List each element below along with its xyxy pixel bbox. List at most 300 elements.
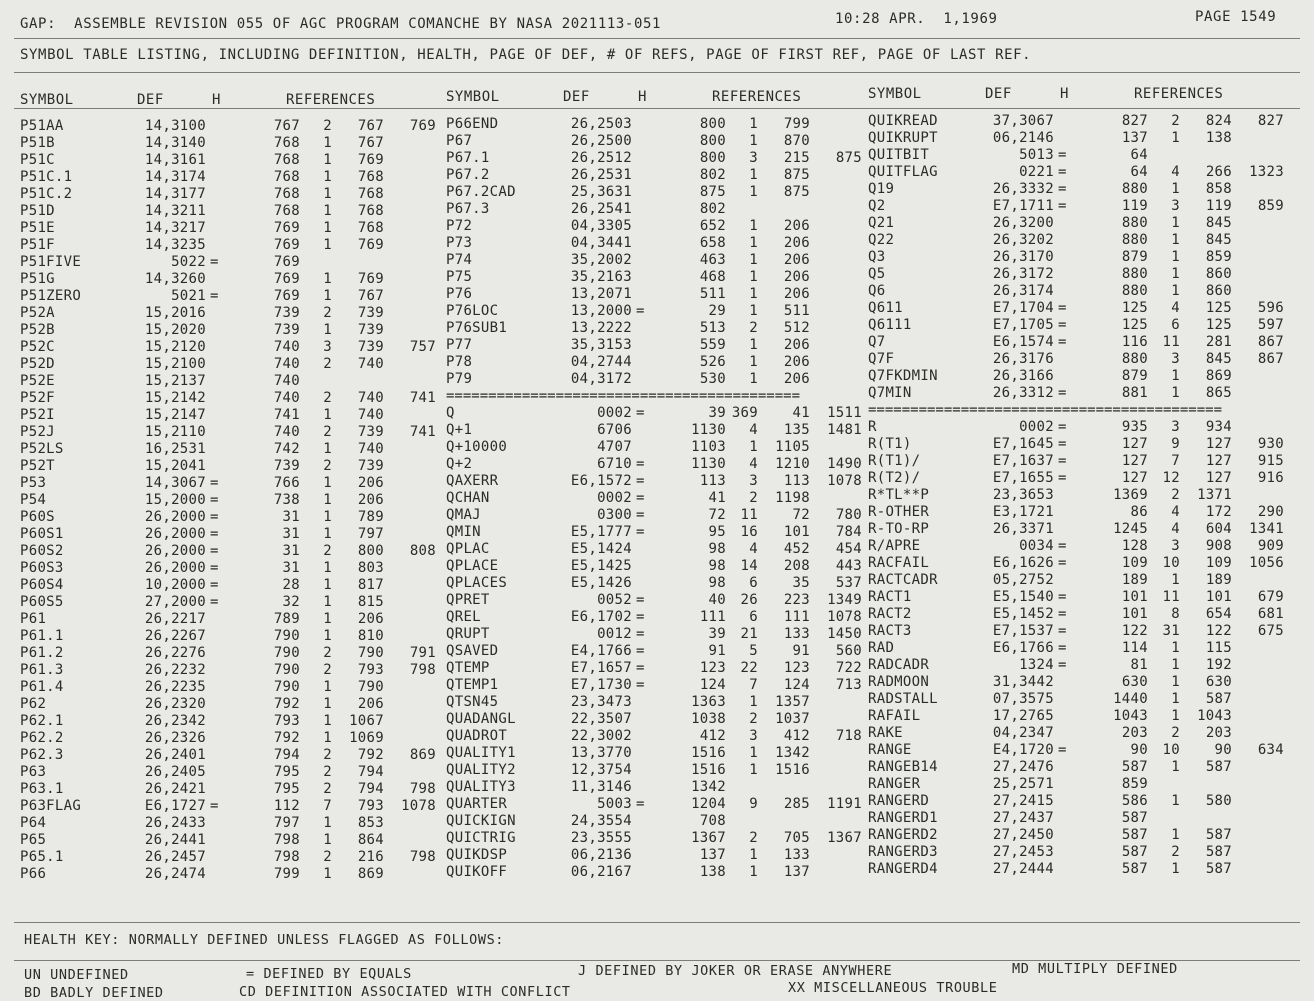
- symbol-name: QPRET: [446, 591, 490, 608]
- definition: 15,2147: [144, 407, 206, 424]
- definition: 6710: [597, 455, 632, 472]
- first-ref-page: 216: [357, 849, 384, 866]
- ref-count: 2: [323, 458, 332, 475]
- ref-count: 2: [323, 662, 332, 679]
- symbol-name: Q6: [868, 283, 886, 300]
- last-ref-page: 537: [835, 574, 862, 591]
- first-ref-page: 1371: [1197, 487, 1232, 504]
- ref-count: 2: [749, 319, 758, 336]
- symbol-name: QUITFLAG: [868, 164, 938, 181]
- def-page: 879: [1121, 249, 1148, 266]
- symbol-name: P52I: [20, 407, 55, 424]
- first-ref-page: 768: [357, 169, 384, 186]
- ref-count: 1: [1171, 130, 1180, 147]
- def-page: 124: [699, 676, 726, 693]
- definition: 26,2000: [144, 543, 206, 560]
- first-ref-page: 206: [783, 285, 810, 302]
- definition: 12,3754: [570, 761, 632, 778]
- first-ref-page: 123: [783, 659, 810, 676]
- definition: 11,3146: [570, 778, 632, 795]
- symbol-name: P51D: [20, 203, 55, 220]
- health-flag: =: [210, 475, 219, 492]
- ref-count: 1: [323, 152, 332, 169]
- symbol-name: P60S3: [20, 560, 64, 577]
- symbol-name: Q2: [868, 198, 886, 215]
- symbol-name: RANGERD3: [868, 844, 938, 861]
- last-ref-page: 867: [1257, 351, 1284, 368]
- last-ref-page: 713: [835, 676, 862, 693]
- last-ref-page: 798: [409, 781, 436, 798]
- ref-count: 1: [749, 370, 758, 387]
- def-page: 790: [273, 645, 300, 662]
- ref-count: 1: [323, 203, 332, 220]
- first-ref-page: 769: [357, 152, 384, 169]
- first-ref-page: 127: [1205, 453, 1232, 470]
- health-key-title: HEALTH KEY: NORMALLY DEFINED UNLESS FLAGGED AS FOLLOWS:: [24, 932, 505, 948]
- symbol-name: Q7FKDMIN: [868, 368, 938, 385]
- symbol-name: P67.1: [446, 149, 490, 166]
- def-page: 119: [1121, 198, 1148, 215]
- symbol-name: P65.1: [20, 849, 64, 866]
- ref-count: 1: [323, 492, 332, 509]
- def-page: 1130: [691, 421, 726, 438]
- def-page: 767: [273, 118, 300, 134]
- def-page: 109: [1121, 555, 1148, 572]
- symbol-name: R/APRE: [868, 538, 921, 555]
- last-ref-page: 875: [835, 149, 862, 166]
- definition: 26,3166: [992, 368, 1054, 385]
- definition: E7,1730: [570, 676, 632, 693]
- symbol-name: P53: [20, 475, 47, 492]
- first-ref-page: 138: [1205, 130, 1232, 147]
- def-page: 859: [1121, 776, 1148, 793]
- def-page: 789: [273, 611, 300, 628]
- symbol-name: P51AA: [20, 118, 64, 134]
- def-page: 114: [1121, 640, 1148, 657]
- def-page: 113: [699, 472, 726, 489]
- definition: 26,2342: [144, 713, 206, 730]
- last-ref-page: 784: [835, 523, 862, 540]
- ref-count: 1: [1171, 674, 1180, 691]
- ref-count: 1: [749, 183, 758, 200]
- symbol-name: P60S2: [20, 543, 64, 560]
- health-flag: =: [1058, 300, 1067, 317]
- health-flag: =: [210, 577, 219, 594]
- last-ref-page: 916: [1257, 470, 1284, 487]
- def-page: 652: [699, 217, 726, 234]
- ref-count: 1: [1171, 640, 1180, 657]
- def-page: 39: [708, 625, 726, 642]
- first-ref-page: 853: [357, 815, 384, 832]
- first-ref-page: 824: [1205, 113, 1232, 129]
- symbol-name: RANGERD: [868, 793, 930, 810]
- health-key-multiply: MD MULTIPLY DEFINED: [1012, 961, 1178, 977]
- ref-count: 1: [323, 237, 332, 254]
- symbol-name: Q22: [868, 232, 895, 249]
- first-ref-page: 580: [1205, 793, 1232, 810]
- ref-count: 1: [749, 115, 758, 132]
- health-flag: =: [1058, 470, 1067, 487]
- definition: E5,1452: [992, 606, 1054, 623]
- last-ref-page: 1367: [827, 829, 862, 846]
- symbol-name: QUITBIT: [868, 147, 930, 164]
- first-ref-page: 790: [357, 679, 384, 696]
- def-page: 880: [1121, 283, 1148, 300]
- health-key-un: UN UNDEFINED: [24, 967, 129, 983]
- definition: 5021: [171, 288, 206, 305]
- symbol-table: [0, 113, 1314, 885]
- symbol-name: Q7MIN: [868, 385, 912, 402]
- first-ref-page: 512: [783, 319, 810, 336]
- definition: 05,2752: [992, 572, 1054, 589]
- first-ref-page: 865: [1205, 385, 1232, 402]
- symbol-name: QUICKIGN: [446, 812, 516, 829]
- symbol-name: P79: [446, 370, 473, 387]
- def-page: 881: [1121, 385, 1148, 402]
- symbol-name: QUIKREAD: [868, 113, 938, 129]
- page-number: PAGE 1549: [1195, 9, 1277, 25]
- symbol-name: P66: [20, 866, 47, 883]
- def-page: 768: [273, 169, 300, 186]
- ref-count: 2: [323, 390, 332, 407]
- definition: 26,2503: [570, 115, 632, 132]
- symbol-name: QPLACE: [446, 557, 499, 574]
- health-flag: =: [210, 560, 219, 577]
- last-ref-page: 596: [1257, 300, 1284, 317]
- symbol-name: RACTCADR: [868, 572, 938, 589]
- ref-count: 1: [1171, 283, 1180, 300]
- ref-count: 26: [740, 591, 758, 608]
- first-ref-page: 1067: [349, 713, 384, 730]
- first-ref-page: 587: [1205, 844, 1232, 861]
- symbol-name: P64: [20, 815, 47, 832]
- health-flag: =: [210, 543, 219, 560]
- health-flag: =: [1058, 317, 1067, 334]
- def-page: 137: [699, 846, 726, 863]
- first-ref-page: 137: [783, 863, 810, 880]
- definition: 26,2457: [144, 849, 206, 866]
- ref-count: 1: [323, 679, 332, 696]
- def-page: 768: [273, 186, 300, 203]
- definition: 22,3002: [570, 727, 632, 744]
- definition: 15,2100: [144, 356, 206, 373]
- def-page: 41: [708, 489, 726, 506]
- first-ref-page: 206: [783, 336, 810, 353]
- health-flag: =: [1058, 606, 1067, 623]
- symbol-name: P51C.2: [20, 186, 73, 203]
- ref-count: 11: [1162, 589, 1180, 606]
- ref-count: 1: [323, 560, 332, 577]
- def-page: 766: [273, 475, 300, 492]
- first-ref-page: 740: [357, 441, 384, 458]
- def-page: 123: [699, 659, 726, 676]
- last-ref-page: 1341: [1249, 521, 1284, 538]
- definition: 07,3575: [992, 691, 1054, 708]
- symbol-name: QSAVED: [446, 642, 499, 659]
- last-ref-page: 675: [1257, 623, 1284, 640]
- def-page: 1369: [1113, 487, 1148, 504]
- first-ref-page: 860: [1205, 266, 1232, 283]
- first-ref-page: 115: [1205, 640, 1232, 657]
- health-flag: =: [1058, 453, 1067, 470]
- first-ref-page: 792: [357, 747, 384, 764]
- ref-count: 1: [323, 611, 332, 628]
- last-ref-page: 1078: [401, 798, 436, 815]
- definition: 14,3211: [144, 203, 206, 220]
- definition: E7,1704: [992, 300, 1054, 317]
- last-ref-page: 757: [409, 339, 436, 356]
- symbol-name: P62.2: [20, 730, 64, 747]
- health-flag: =: [636, 404, 645, 421]
- first-ref-page: 135: [783, 421, 810, 438]
- ref-count: 1: [749, 166, 758, 183]
- section-separator: ==========================================: [446, 387, 801, 404]
- first-ref-page: 797: [357, 526, 384, 543]
- first-ref-page: 206: [783, 353, 810, 370]
- definition: 14,3260: [144, 271, 206, 288]
- first-ref-page: 767: [357, 135, 384, 152]
- ref-count: 2: [1171, 487, 1180, 504]
- symbol-name: QPLACES: [446, 574, 508, 591]
- first-ref-page: 101: [783, 523, 810, 540]
- definition: 23,3473: [570, 693, 632, 710]
- symbol-name: P72: [446, 217, 473, 234]
- first-ref-page: 1037: [775, 710, 810, 727]
- first-ref-page: 845: [1205, 351, 1232, 368]
- def-page: 795: [273, 781, 300, 798]
- definition: E5,1540: [992, 589, 1054, 606]
- first-ref-page: 739: [357, 424, 384, 441]
- def-page: 125: [1121, 300, 1148, 317]
- ref-count: 1: [1171, 793, 1180, 810]
- definition: 26,2421: [144, 781, 206, 798]
- ref-count: 1: [323, 475, 332, 492]
- definition: 26,2267: [144, 628, 206, 645]
- definition: 25,2571: [992, 776, 1054, 793]
- ref-count: 1: [749, 132, 758, 149]
- ref-count: 1: [1171, 215, 1180, 232]
- ref-count: 3: [1171, 538, 1180, 555]
- symbol-name: QUALITY2: [446, 761, 516, 778]
- definition: 37,3067: [992, 113, 1054, 129]
- symbol-name: QUIKDSP: [446, 846, 508, 863]
- ref-count: 1: [1171, 181, 1180, 198]
- symbol-name: QUADANGL: [446, 710, 516, 727]
- def-page: 128: [1121, 538, 1148, 555]
- ref-count: 1: [749, 693, 758, 710]
- def-page: 125: [1121, 317, 1148, 334]
- symbol-name: QREL: [446, 608, 481, 625]
- symbol-name: P62.1: [20, 713, 64, 730]
- def-page: 530: [699, 370, 726, 387]
- def-page: 72: [708, 506, 726, 523]
- definition: 15,2000: [144, 492, 206, 509]
- symbol-name: P52D: [20, 356, 55, 373]
- ref-count: 1: [1171, 368, 1180, 385]
- def-page: 32: [282, 594, 300, 611]
- def-page: 127: [1121, 453, 1148, 470]
- column-header-def: DEF: [563, 89, 590, 105]
- ref-count: 2: [1171, 725, 1180, 742]
- definition: 1324: [1019, 657, 1054, 674]
- definition: 06,2167: [570, 863, 632, 880]
- def-page: 792: [273, 730, 300, 747]
- def-page: 738: [273, 492, 300, 509]
- last-ref-page: 741: [409, 424, 436, 441]
- health-flag: =: [210, 509, 219, 526]
- symbol-name: P61.4: [20, 679, 64, 696]
- symbol-name: QPLAC: [446, 540, 490, 557]
- health-flag: =: [210, 288, 219, 305]
- first-ref-page: 793: [357, 798, 384, 815]
- definition: 25,3631: [570, 183, 632, 200]
- first-ref-page: 803: [357, 560, 384, 577]
- def-page: 586: [1121, 793, 1148, 810]
- symbol-name: QUIKOFF: [446, 863, 508, 880]
- ref-count: 2: [323, 305, 332, 322]
- last-ref-page: 827: [1257, 113, 1284, 129]
- symbol-name: P61: [20, 611, 47, 628]
- definition: 14,3235: [144, 237, 206, 254]
- definition: 26,3172: [992, 266, 1054, 283]
- definition: 24,3554: [570, 812, 632, 829]
- def-page: 98: [708, 557, 726, 574]
- ref-count: 1: [323, 577, 332, 594]
- first-ref-page: 208: [783, 557, 810, 574]
- table-row: [0, 861, 1314, 885]
- first-ref-page: 125: [1205, 300, 1232, 317]
- def-page: 463: [699, 251, 726, 268]
- def-page: 101: [1121, 606, 1148, 623]
- def-page: 31: [282, 509, 300, 526]
- symbol-name: Q5: [868, 266, 886, 283]
- def-page: 1440: [1113, 691, 1148, 708]
- definition: 04,2347: [992, 725, 1054, 742]
- def-page: 794: [273, 747, 300, 764]
- ref-count: 1: [749, 761, 758, 778]
- ref-count: 3: [323, 339, 332, 356]
- last-ref-page: 1078: [827, 608, 862, 625]
- definition: 26,2232: [144, 662, 206, 679]
- def-page: 98: [708, 540, 726, 557]
- column-header-h: H: [212, 92, 221, 108]
- ref-count: 2: [749, 710, 758, 727]
- first-ref-page: 285: [783, 795, 810, 812]
- ref-count: 2: [749, 829, 758, 846]
- def-page: 792: [273, 696, 300, 713]
- definition: 27,2476: [992, 759, 1054, 776]
- def-page: 587: [1121, 844, 1148, 861]
- definition: 5013: [1019, 147, 1054, 164]
- definition: E6,1766: [992, 640, 1054, 657]
- first-ref-page: 101: [1205, 589, 1232, 606]
- ref-count: 1: [1171, 385, 1180, 402]
- symbol-name: P77: [446, 336, 473, 353]
- def-page: 468: [699, 268, 726, 285]
- ref-count: 1: [1171, 657, 1180, 674]
- column-header-references: REFERENCES: [286, 92, 376, 108]
- definition: 26,2276: [144, 645, 206, 662]
- ref-count: 4: [749, 540, 758, 557]
- definition: 14,3140: [144, 135, 206, 152]
- definition: E7,1657: [570, 659, 632, 676]
- definition: 0034: [1019, 538, 1054, 555]
- ref-count: 1: [749, 336, 758, 353]
- last-ref-page: 741: [409, 390, 436, 407]
- last-ref-page: 780: [835, 506, 862, 523]
- first-ref-page: 790: [357, 645, 384, 662]
- definition: 06,2136: [570, 846, 632, 863]
- def-page: 1038: [691, 710, 726, 727]
- definition: E7,1637: [992, 453, 1054, 470]
- first-ref-page: 739: [357, 305, 384, 322]
- first-ref-page: 587: [1205, 861, 1232, 878]
- ref-count: 1: [749, 302, 758, 319]
- ref-count: 4: [749, 455, 758, 472]
- definition: 04,3172: [570, 370, 632, 387]
- def-page: 112: [273, 798, 300, 815]
- definition: 04,3441: [570, 234, 632, 251]
- ref-count: 1: [323, 509, 332, 526]
- ref-count: 1: [749, 846, 758, 863]
- last-ref-page: 679: [1257, 589, 1284, 606]
- ref-count: 7: [1171, 453, 1180, 470]
- def-page: 935: [1121, 419, 1148, 436]
- definition: E6,1626: [992, 555, 1054, 572]
- symbol-name: R*TL**P: [868, 487, 930, 504]
- column-header-h: H: [638, 89, 647, 105]
- ref-count: 1: [1171, 827, 1180, 844]
- first-ref-page: 768: [357, 203, 384, 220]
- def-page: 742: [273, 441, 300, 458]
- symbol-name: P52LS: [20, 441, 64, 458]
- symbol-name: QUARTER: [446, 795, 508, 812]
- definition: 0052: [597, 591, 632, 608]
- health-flag: =: [1058, 538, 1067, 555]
- first-ref-page: 206: [357, 492, 384, 509]
- def-page: 875: [699, 183, 726, 200]
- health-flag: =: [636, 659, 645, 676]
- symbol-name: P76SUB1: [446, 319, 508, 336]
- def-page: 64: [1130, 164, 1148, 181]
- health-flag: =: [210, 254, 219, 271]
- definition: 5022: [171, 254, 206, 271]
- first-ref-page: 41: [792, 404, 810, 421]
- ref-count: 22: [740, 659, 758, 676]
- symbol-name: P51B: [20, 135, 55, 152]
- first-ref-page: 810: [357, 628, 384, 645]
- health-key-conflict: CD DEFINITION ASSOCIATED WITH CONFLICT: [239, 984, 571, 1000]
- health-flag: =: [636, 642, 645, 659]
- symbol-name: P51FIVE: [20, 254, 82, 271]
- last-ref-page: 597: [1257, 317, 1284, 334]
- definition: 14,3067: [144, 475, 206, 492]
- definition: 15,2120: [144, 339, 206, 356]
- first-ref-page: 908: [1205, 538, 1232, 555]
- symbol-name: P52A: [20, 305, 55, 322]
- def-page: 790: [273, 662, 300, 679]
- def-page: 630: [1121, 674, 1148, 691]
- first-ref-page: 794: [357, 764, 384, 781]
- definition: 14,3177: [144, 186, 206, 203]
- symbol-name: P62.3: [20, 747, 64, 764]
- definition: E4,1720: [992, 742, 1054, 759]
- symbol-name: QRUPT: [446, 625, 490, 642]
- symbol-name: Q7F: [868, 351, 895, 368]
- health-flag: =: [636, 489, 645, 506]
- definition: 15,2137: [144, 373, 206, 390]
- divider: [14, 922, 1300, 923]
